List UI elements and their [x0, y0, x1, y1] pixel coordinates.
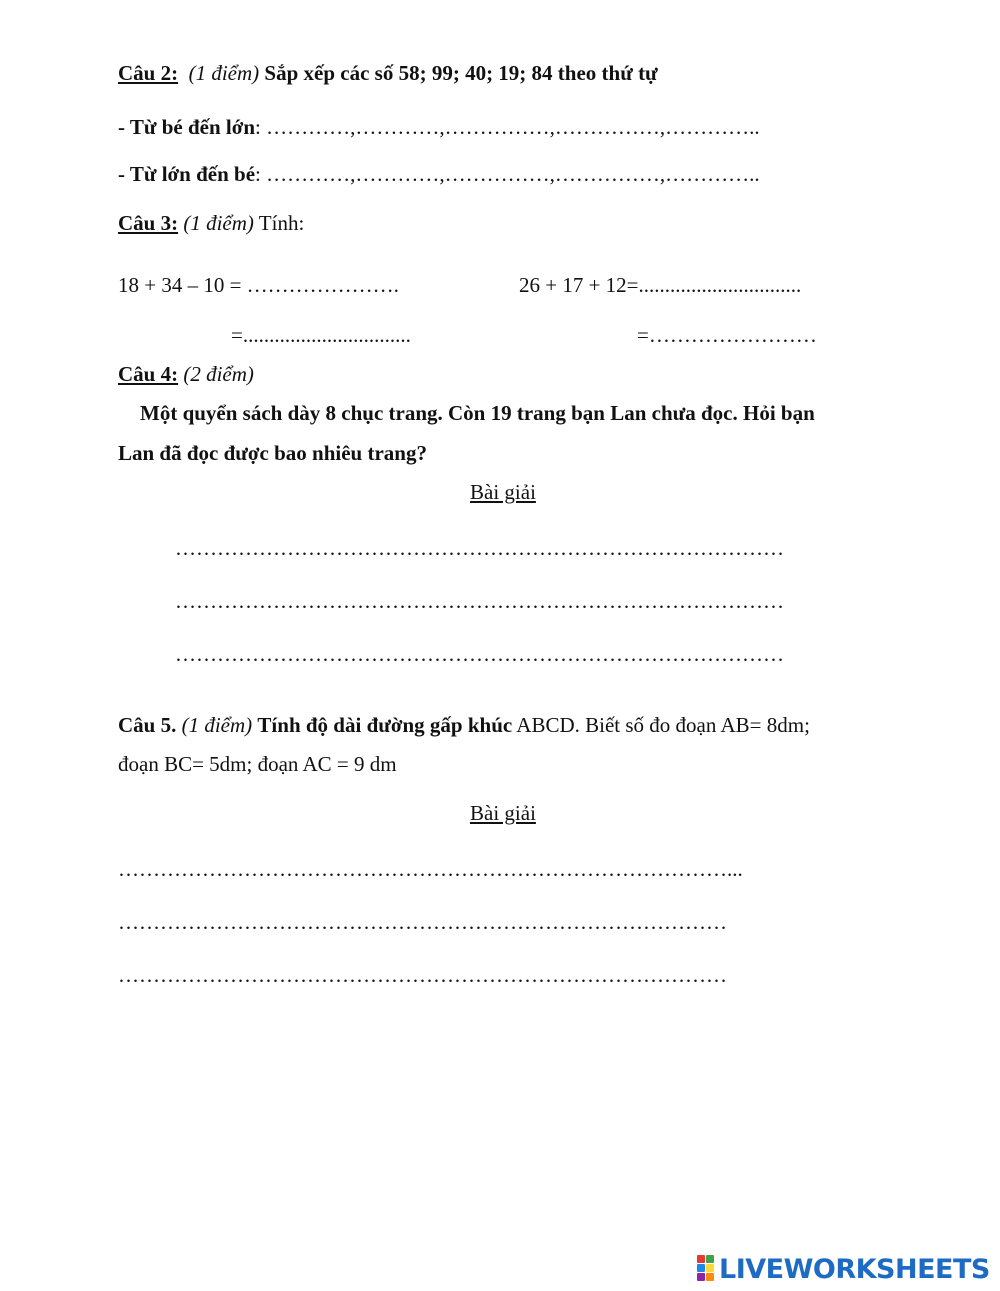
liveworksheets-logo-text: LIVEWORKSHEETS [719, 1253, 990, 1285]
q2-descending-row [118, 161, 760, 187]
q4-answer-line-2[interactable]: …………………………………………………………………………… [175, 589, 784, 613]
q4-problem-line-1: Một quyển sách dày 8 chục trang. Còn 19 trang bạn Lan chưa đọc. Hỏi bạn [140, 401, 815, 425]
q2-ascending-label: - Từ bé đến lớn [118, 115, 256, 139]
q3-expression-2[interactable]: 26 + 17 + 12=............................... [519, 273, 802, 297]
q5-heading [118, 712, 810, 738]
q3-label: Câu 3: [118, 211, 179, 235]
logo-block [697, 1273, 705, 1281]
q4-label: Câu 4: [118, 362, 179, 386]
q5-task-bold: Tính độ dài đường gấp khúc [257, 713, 513, 737]
logo-block [706, 1255, 714, 1263]
logo-block [706, 1273, 714, 1281]
liveworksheets-blocks-icon [697, 1255, 715, 1283]
q2-descending-blank[interactable]: : …………,…………,……………,……………,………….. [255, 162, 760, 186]
q2-task: Sắp xếp các số 58; 99; 40; 19; 84 theo thứ tự [264, 61, 658, 85]
q3-expression-1[interactable]: 18 + 34 – 10 = …………………. [118, 273, 399, 297]
q5-answer-line-1[interactable]: ……………………………………………………………………………... [118, 857, 743, 881]
q4-heading [118, 361, 254, 387]
q3-result-1[interactable]: =................................ [231, 323, 411, 347]
q5-task-rest: ABCD. Biết số đo đoạn AB= 8dm; [516, 713, 810, 737]
q3-result-2[interactable]: =…………………… [637, 323, 817, 347]
q5-answer-line-2[interactable]: …………………………………………………………………………… [118, 910, 727, 934]
logo-block [697, 1264, 705, 1272]
q2-descending-label: - Từ lớn đến bé [118, 162, 256, 186]
logo-block [706, 1264, 714, 1272]
q2-label: Câu 2: [118, 61, 179, 85]
logo-block [697, 1255, 705, 1263]
q5-label: Câu 5. [118, 713, 177, 737]
q5-solution-heading: Bài giải [470, 801, 536, 825]
q2-ascending-row [118, 114, 760, 140]
q2-heading [118, 60, 658, 86]
q3-task: Tính: [258, 211, 305, 235]
q4-points: (2 điểm) [183, 362, 254, 386]
q5-answer-line-3[interactable]: …………………………………………………………………………… [118, 963, 727, 987]
q5-problem-line-2: đoạn BC= 5dm; đoạn AC = 9 dm [118, 752, 397, 776]
q4-problem-line-2: Lan đã đọc được bao nhiêu trang? [118, 441, 427, 465]
q4-answer-line-1[interactable]: …………………………………………………………………………… [175, 536, 784, 560]
q5-points: (1 điểm) [181, 713, 253, 737]
liveworksheets-logo[interactable] [697, 1252, 990, 1286]
q4-solution-heading: Bài giải [470, 480, 536, 504]
q3-points: (1 điểm) [183, 211, 254, 235]
q4-answer-line-3[interactable]: …………………………………………………………………………… [175, 642, 784, 666]
q2-ascending-blank[interactable]: : …………,…………,……………,……………,………….. [255, 115, 760, 139]
q3-heading [118, 210, 304, 236]
q2-points: (1 điểm) [188, 61, 260, 85]
